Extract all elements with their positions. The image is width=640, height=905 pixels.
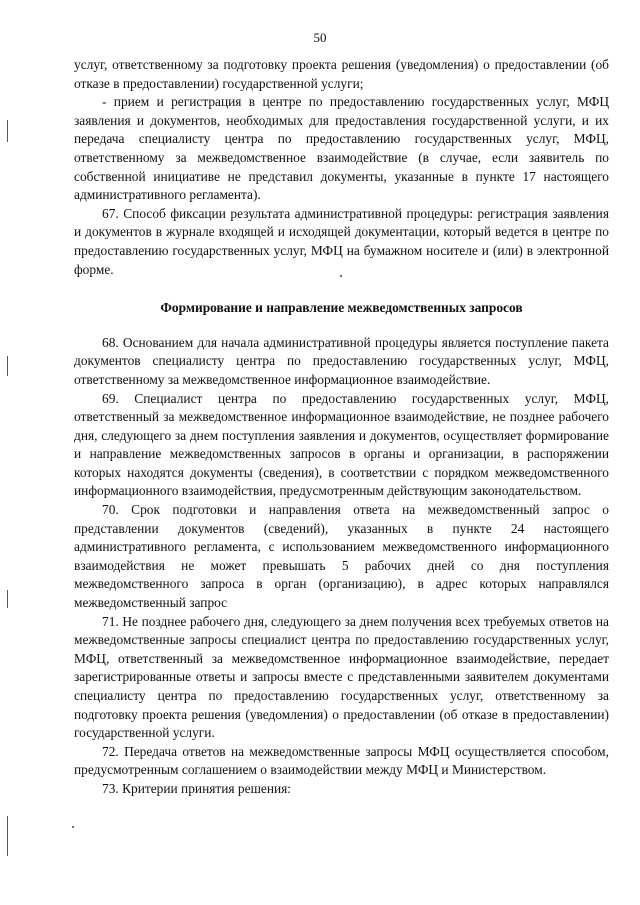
scan-mark: [7, 120, 8, 142]
scan-dot: [72, 826, 74, 828]
paragraph-67: 67. Способ фиксации результата административной процедуры: регистрация заявления и документов в журнале входящей и исходящей документации, который ведется в центре по предоставлению государственных услуг, МФЦ на бумажном носителе и (или) в электронной форме.: [74, 205, 609, 277]
scan-mark: [7, 590, 8, 608]
spacer: [74, 279, 609, 299]
scan-dot: [340, 275, 342, 277]
spacer: [74, 318, 609, 334]
paragraph-reception: - прием и регистрация в центре по предоставлению государственных услуг, МФЦ заявления и документов, необходимых для предоставления государственной услуги, и их передача специалисту центра по предоставлению государственных услуг, МФЦ, ответственному за межведомственное взаимодействие (в случае, если заявитель по собственной инициативе не представил документы, указанные в пункте 17 настоящего административного регламента).: [74, 94, 609, 203]
page-number: 50: [313, 30, 327, 45]
document-body: [74, 56, 609, 799]
paragraph-73: 73. Критерии принятия решения:: [102, 780, 292, 796]
paragraph-71: 71. Не позднее рабочего дня, следующего за днем получения всех требуемых ответов на межведомственные запросы специалист центра по предоставлению государственных услуг, МФЦ, ответственный за межведомственное информационное взаимодействие, передает зарегистрированные ответы и запросы вместе с представленными заявителем документами специалисту центра по предоставлению государственных услуг, ответственному за подготовку проекта решения (уведомления) о предоставлении (об отказе в предоставлении) государственной услуги.: [74, 613, 609, 741]
paragraph-70: 70. Срок подготовки и направления ответа на межведомственный запрос о представлении документов (сведений), указанных в пункте 24 настоящего административного регламента, с использованием межведомственного информационного взаимодействия не может превышать 5 рабочих дней со дня поступления межведомственного запроса в орган (организацию), в адрес которых направлялся межведомственный запрос: [74, 502, 609, 611]
paragraph-72: 72. Передача ответов на межведомственные запросы МФЦ осуществляется способом, предусмотренным соглашением о взаимодействии между МФЦ и Министерством.: [74, 743, 609, 778]
scan-mark: [7, 816, 8, 856]
section-heading: Формирование и направление межведомственных запросов: [160, 300, 523, 316]
paragraph-68: 68. Основанием для начала административной процедуры является поступление пакета документов специалисту центра по предоставлению государственных услуг, МФЦ, ответственному за межведомственное информационное взаимодействие.: [74, 334, 609, 387]
scan-mark: [7, 356, 8, 376]
paragraph-69: 69. Специалист центра по предоставлению государственных услуг, МФЦ, ответственный за межведомственное информационное взаимодействие, не позднее рабочего дня, следующего за днем поступления заявления и документов, осуществляет формирование и направление межведомственных запросов в органы и организации, в распоряжении которых находятся документы (сведения), в соответствии с порядком межведомственного информационного взаимодействия, предусмотренным действующим законодательством.: [74, 390, 609, 499]
paragraph-continuation: услуг, ответственному за подготовку проекта решения (уведомления) о предоставлении (об отказе в предоставлении) государственной услуги;: [74, 57, 609, 91]
